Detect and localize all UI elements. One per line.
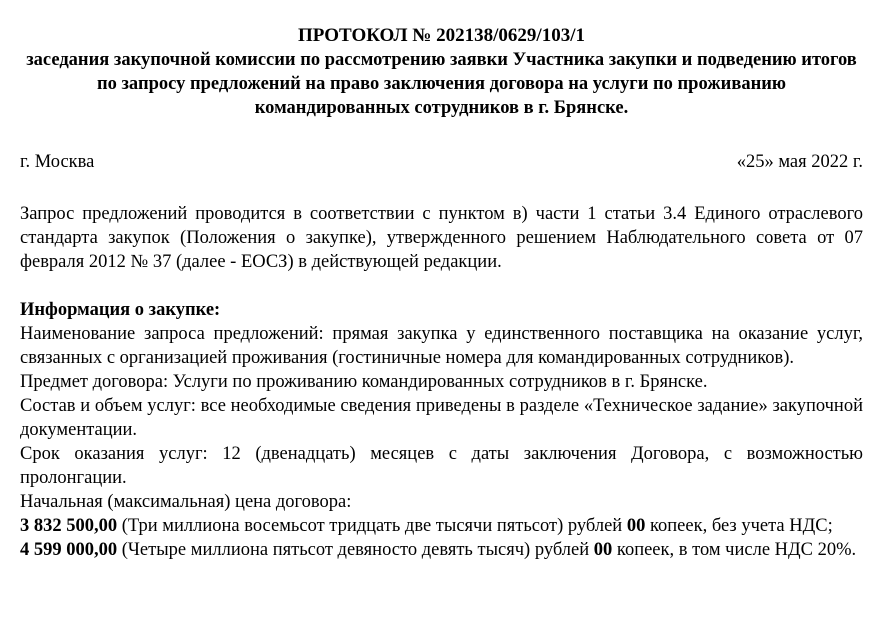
price-without-vat (20, 514, 863, 538)
price-with-vat-amount: 4 599 000,00 (20, 540, 118, 560)
protocol-title: ПРОТОКОЛ № 202138/0629/103/1 (298, 25, 585, 46)
price-without-vat-kopecks: 00 (626, 516, 646, 536)
price-without-vat-amount: 3 832 500,00 (20, 516, 118, 536)
place-text: г. Москва (20, 152, 95, 172)
procurement-name: Наименование запроса предложений: прямая закупка у единственного поставщика на оказание услуг, связанных с организацией проживания (гостиничные номера для командированных сотрудников). (20, 324, 863, 368)
price-with-vat-words: (Четыре миллиона пятьсот девяносто девять тысяч) рублей (117, 540, 594, 560)
price-without-vat-words: (Три миллиона восемьсот тридцать две тысячи пятьсот) рублей (117, 516, 627, 536)
price-with-vat-kopecks: 00 (593, 540, 613, 560)
intro-paragraph: Запрос предложений проводится в соответствии с пунктом в) части 1 статьи 3.4 Единого отраслевого стандарта закупок (Положения о закупке), утвержденного решением Наблюдательного совета от 07 февраля 2012 № 37 (далее - ЕОСЗ) в действующей редакции. (20, 204, 863, 272)
price-with-vat (20, 538, 863, 562)
place-date-row (20, 150, 863, 174)
price-with-vat-suffix: копеек, в том числе НДС 20%. (612, 540, 857, 560)
info-heading: Информация о закупке: (20, 300, 221, 320)
date-text: «25» мая 2022 г. (736, 152, 863, 172)
services-scope: Состав и объем услуг: все необходимые сведения приведены в разделе «Техническое задание» закупочной документации. (20, 396, 863, 440)
service-term: Срок оказания услуг: 12 (двенадцать) месяцев с даты заключения Договора, с возможностью пролонгации. (20, 444, 863, 488)
price-label: Начальная (максимальная) цена договора: (20, 492, 352, 512)
price-without-vat-suffix: копеек, без учета НДС; (645, 516, 833, 536)
contract-subject: Предмет договора: Услуги по проживанию командированных сотрудников в г. Брянске. (20, 372, 708, 392)
protocol-subtitle: заседания закупочной комиссии по рассмотрению заявки Участника закупки и подведению итогов по запросу предложений на право заключения договора на услуги по проживанию командированных сотрудников в г. Брянске. (26, 50, 857, 118)
